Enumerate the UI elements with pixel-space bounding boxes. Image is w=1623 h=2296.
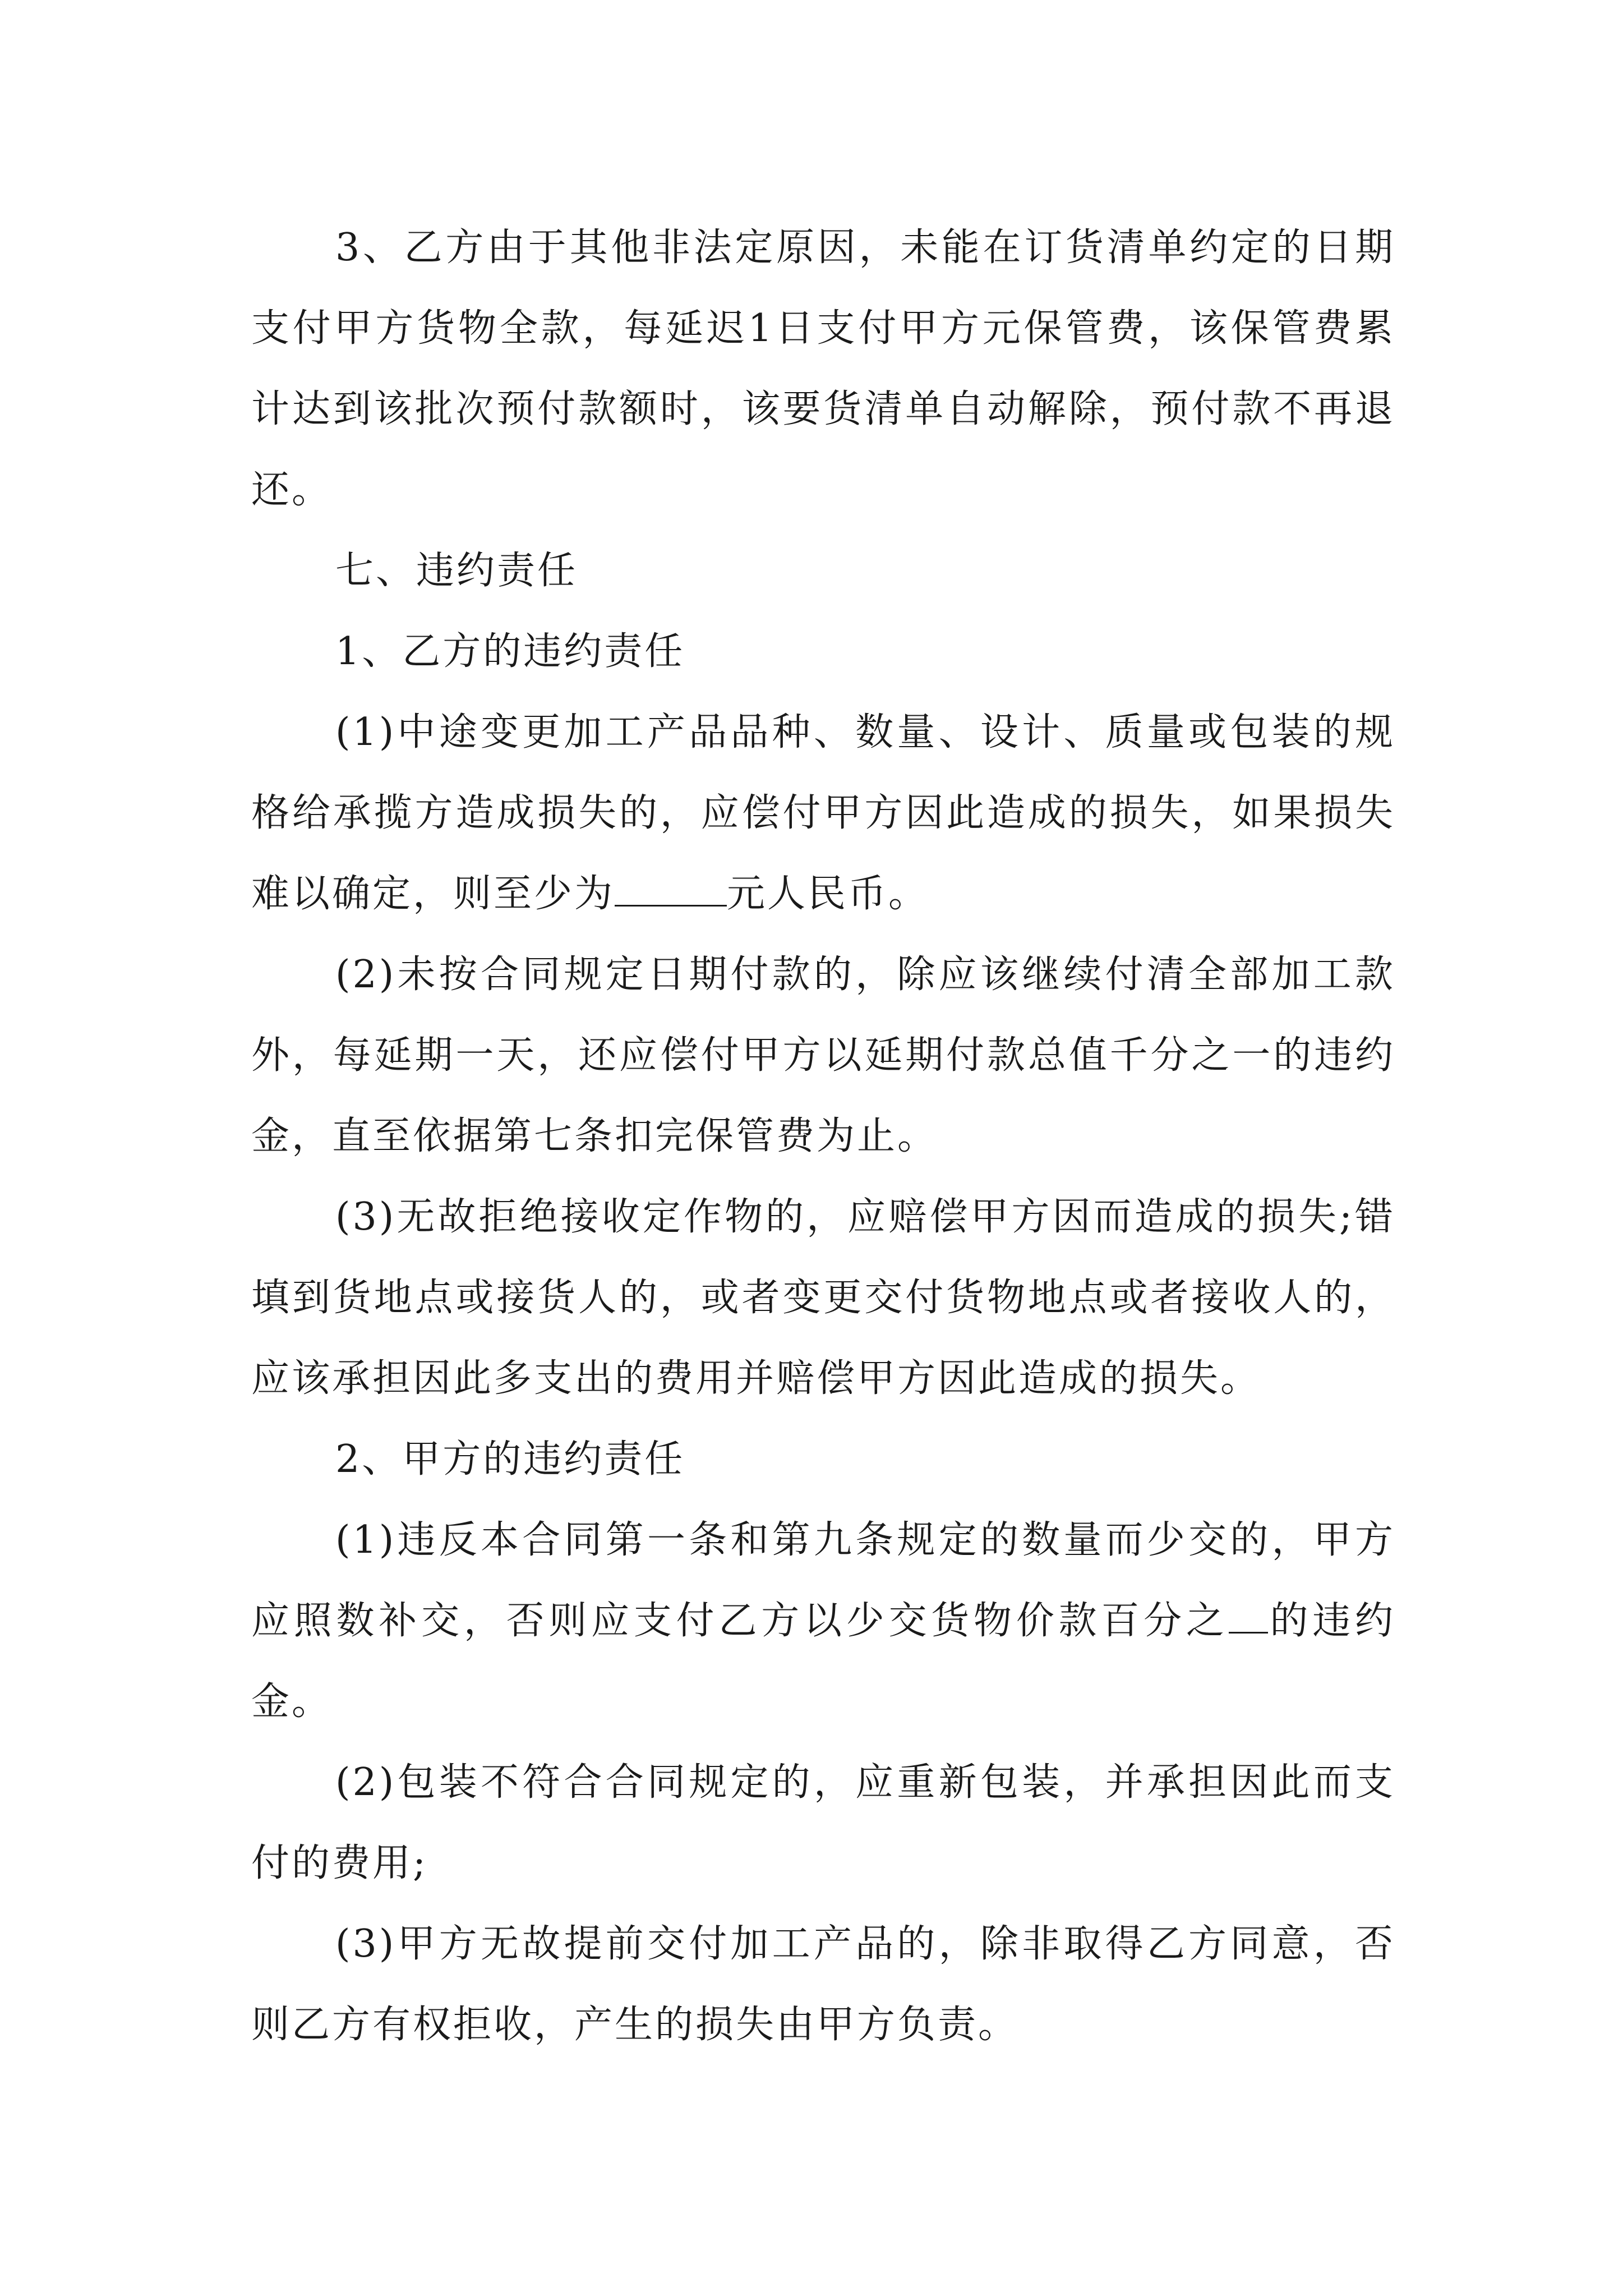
- section-heading-liability: 七、违约责任: [335, 549, 578, 593]
- percent-blank: [1229, 1598, 1268, 1634]
- paragraph-a-3: (3)甲方无故提前交付加工产品的，除非取得乙方同意，否则乙方有权拒收，产生的损失由甲方负责。: [251, 1922, 1395, 2047]
- paragraph-b-1-text: (1)中途变更加工产品品种、数量、设计、质量或包装的规格给承揽方造成损失的，应偿付甲方因此造成的损失，如果损失难以确定，则至少为: [251, 710, 1395, 916]
- paragraph-b-2: (2)未按合同规定日期付款的，除应该继续付清全部加工款外，每延期一天，还应偿付甲方以延期付款总值千分之一的违约金，直至依据第七条扣完保管费为止。: [251, 953, 1395, 1158]
- subheading-party-a-liability: 2、甲方的违约责任: [335, 1437, 685, 1481]
- paragraph-payment-delay: 3、乙方由于其他非法定原因，未能在订货清单约定的日期支付甲方货物全款，每延迟1日支付甲方元保管费，该保管费累计达到该批次预付款额时，该要货清单自动解除，预付款不再退还。: [251, 226, 1395, 512]
- subheading-party-b-liability: 1、乙方的违约责任: [335, 629, 685, 674]
- paragraph-b-1: [251, 692, 1395, 935]
- paragraph-b-1-tail: 元人民币。: [727, 872, 929, 916]
- paragraph-b-3: (3)无故拒绝接收定作物的，应赔偿甲方因而造成的损失;错填到货地点或接货人的，或者变更交付货物地点或者接收人的，应该承担因此多支出的费用并赔偿甲方因此造成的损失。: [251, 1195, 1395, 1401]
- paragraph-a-1-tail: 的违约金。: [251, 1599, 1395, 1724]
- document-body: [251, 208, 1395, 2065]
- amount-blank: [615, 871, 727, 907]
- paragraph-a-1-text: (1)违反本合同第一条和第九条规定的数量而少交的，甲方应照数补交，否则应支付乙方以少交货物价款百分之: [251, 1518, 1395, 1643]
- paragraph-a-2: (2)包装不符合合同规定的，应重新包装，并承担因此而支付的费用;: [251, 1760, 1395, 1885]
- paragraph-a-1: [251, 1500, 1395, 1742]
